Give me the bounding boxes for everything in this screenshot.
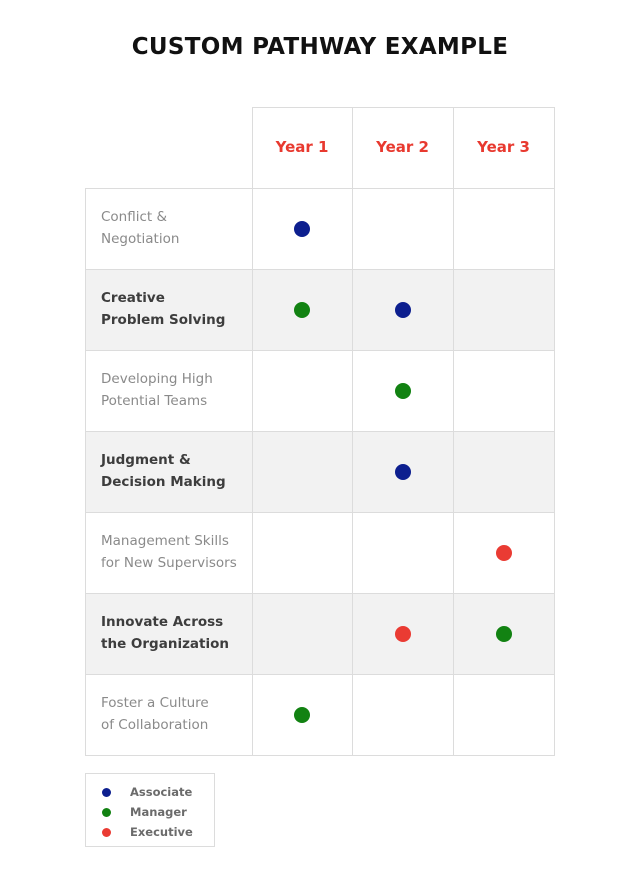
grid-line: [453, 107, 454, 756]
row-label-line: Conflict &: [101, 209, 168, 225]
manager-marker-dot: [294, 707, 310, 723]
grid-line: [252, 107, 253, 756]
executive-legend-dot: [102, 828, 111, 837]
row-label: [101, 449, 251, 493]
row-label-line: Foster a Culture: [101, 695, 209, 711]
legend: [85, 773, 215, 847]
grid-line: [85, 755, 555, 756]
row-label-line: of Collaboration: [101, 717, 209, 733]
manager-marker-dot: [496, 626, 512, 642]
row-label-line: Innovate Across: [101, 614, 224, 630]
grid-line: [352, 107, 353, 756]
manager-marker-dot: [294, 302, 310, 318]
associate-marker-dot: [294, 221, 310, 237]
grid-line: [85, 188, 86, 756]
row-label-line: Decision Making: [101, 474, 226, 490]
row-label-line: Potential Teams: [101, 393, 208, 409]
executive-marker-dot: [395, 626, 411, 642]
row-label: [101, 530, 251, 574]
executive-marker-dot: [496, 545, 512, 561]
grid-line: [85, 593, 555, 594]
grid-line: [85, 431, 555, 432]
associate-marker-dot: [395, 302, 411, 318]
year-header: Year 2: [376, 138, 429, 156]
year-header: Year 3: [477, 138, 530, 156]
pathway-table: [85, 107, 555, 757]
row-label: [101, 692, 251, 736]
associate-marker-dot: [395, 464, 411, 480]
row-label-line: Judgment &: [101, 452, 191, 468]
year-header: Year 1: [275, 138, 329, 156]
row-label-line: Creative: [101, 290, 165, 306]
grid-line: [85, 512, 555, 513]
grid-line: [85, 350, 555, 351]
row-label-line: Management Skills: [101, 533, 229, 549]
row-label-line: Negotiation: [101, 231, 180, 247]
row-label: [101, 368, 251, 412]
row-label-line: for New Supervisors: [101, 555, 237, 571]
manager-legend-dot: [102, 808, 111, 817]
legend-label: Associate: [130, 785, 193, 799]
row-label: [101, 206, 251, 250]
grid-line: [85, 269, 555, 270]
row-label-line: Developing High: [101, 371, 213, 387]
associate-legend-dot: [102, 788, 111, 797]
page-title: CUSTOM PATHWAY EXAMPLE: [131, 34, 509, 60]
legend-label: Manager: [130, 805, 187, 819]
row-label-line: Problem Solving: [101, 312, 226, 328]
grid-line: [85, 188, 555, 189]
grid-line: [554, 107, 555, 756]
grid-line: [85, 674, 555, 675]
row-label: [101, 287, 251, 331]
row-label: [101, 611, 251, 655]
legend-label: Executive: [130, 825, 193, 839]
manager-marker-dot: [395, 383, 411, 399]
row-label-line: the Organization: [101, 636, 229, 652]
